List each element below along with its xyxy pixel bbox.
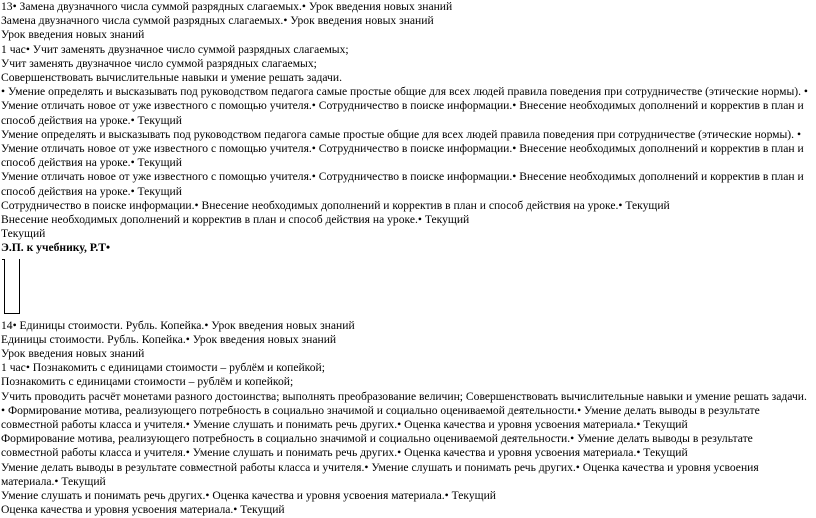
lesson-14-uud-paragraph-1: • Формирование мотива, реализующего потребность в социально значимой и социально оцениваемой деятельности.• Умение делать выводы в результате совместной работы класса и учителя.• Умение слушать и понимать речь других.• Оценка качества и уровня усвоения материала.• Текущий [1, 403, 760, 432]
lesson-13-control-line: Текущий [1, 227, 46, 241]
lesson-13-uud-paragraph-5: Внесение необходимых дополнений и корректив в план и способ действия на уроке.• Текущий [1, 213, 470, 227]
lesson-13-title-line: 13• Замена двузначного числа суммой разрядных слагаемых.• Урок введения новых знаний [1, 0, 453, 13]
lesson-14-hours-line: 1 час• Познакомить с единицами стоимости – рублём и копейкой; [1, 361, 325, 375]
lesson-14-uud-paragraph-3: Умение делать выводы в результате совместной работы класса и учителя.• Умение слушать и понимать речь других.• Оценка качества и уровня усвоения материала.• Текущий [1, 460, 759, 488]
lesson-14-uud-paragraph-4: Умение слушать и понимать речь других.• Оценка качества и уровня усвоения материала.• Текущий [1, 489, 496, 503]
lesson-13-topic-line: Замена двузначного числа суммой разрядных слагаемых.• Урок введения новых знаний [1, 14, 434, 28]
empty-table-cell [4, 259, 20, 314]
lesson-14-type-line: Урок введения новых знаний [1, 347, 145, 361]
lesson-13-hours-line: 1 час• Учит заменять двузначное число суммой разрядных слагаемых; [1, 42, 349, 56]
lesson-13-type-line: Урок введения новых знаний [1, 28, 145, 42]
lesson-14-block [1, 319, 813, 518]
lesson-13-uud-paragraph-3: Умение отличать новое от уже известного с помощью учителя.• Сотрудничество в поиске информации.• Внесение необходимых дополнений и корректив в план и способ действия на уроке.• Текущий [1, 170, 804, 198]
lesson-14-uud-paragraph-2: Формирование мотива, реализующего потребность в социально значимой и социально оцениваемой деятельности.• Умение делать выводы в результате совместной работы класса и учителя.• Умение слушать и понимать речь других.• Оценка качества и уровня усвоения материала.• Текущий [1, 432, 753, 460]
lesson-14-skills-line: Учить проводить расчёт монетами разного достоинства; выполнять преобразование величин; Совершенствовать вычислительные навыки и умение решать задачи. [1, 389, 807, 403]
lesson-13-block [1, 0, 813, 256]
lesson-13-uud-paragraph-4: Сотрудничество в поиске информации.• Внесение необходимых дополнений и корректив в план и способ действия на уроке.• Текущий [1, 198, 670, 212]
lesson-13-uud-paragraph-2: Умение определять и высказывать под руководством педагога самые простые общие для всех людей правила поведения при сотрудничестве (этические нормы). • Умение отличать новое от уже известного с помощью учителя.• Сотрудничество в поиске информации.• Внесение необходимых дополнений и корректив в план и способ действия на уроке.• Текущий [1, 127, 804, 170]
lesson-13-goal-line: Учит заменять двузначное число суммой разрядных слагаемых; [1, 56, 317, 70]
lesson-13-homework: Э.П. к учебнику, Р.Т• [1, 241, 111, 255]
lesson-14-goal-line: Познакомить с единицами стоимости – рублём и копейкой; [1, 375, 294, 389]
lesson-14-title-line: 14• Единицы стоимости. Рубль. Копейка.• Урок введения новых знаний [1, 318, 355, 332]
lesson-13-skills-line: Совершенствовать вычислительные навыки и умение решать задачи. [1, 71, 342, 85]
lesson-14-control-line: Оценка качества и уровня усвоения материала.• Текущий [1, 503, 285, 517]
lesson-14-topic-line: Единицы стоимости. Рубль. Копейка.• Урок введения новых знаний [1, 332, 337, 346]
lesson-13-uud-paragraph-1: • Умение определять и высказывать под руководством педагога самые простые общие для всех людей правила поведения при сотрудничестве (этические нормы). • Умение отличать новое от уже известного с помощью учителя.• Сотрудничество в поиске информации.• Внесение необходимых дополнений и корректив в план и способ действия на уроке.• Текущий [1, 85, 808, 127]
